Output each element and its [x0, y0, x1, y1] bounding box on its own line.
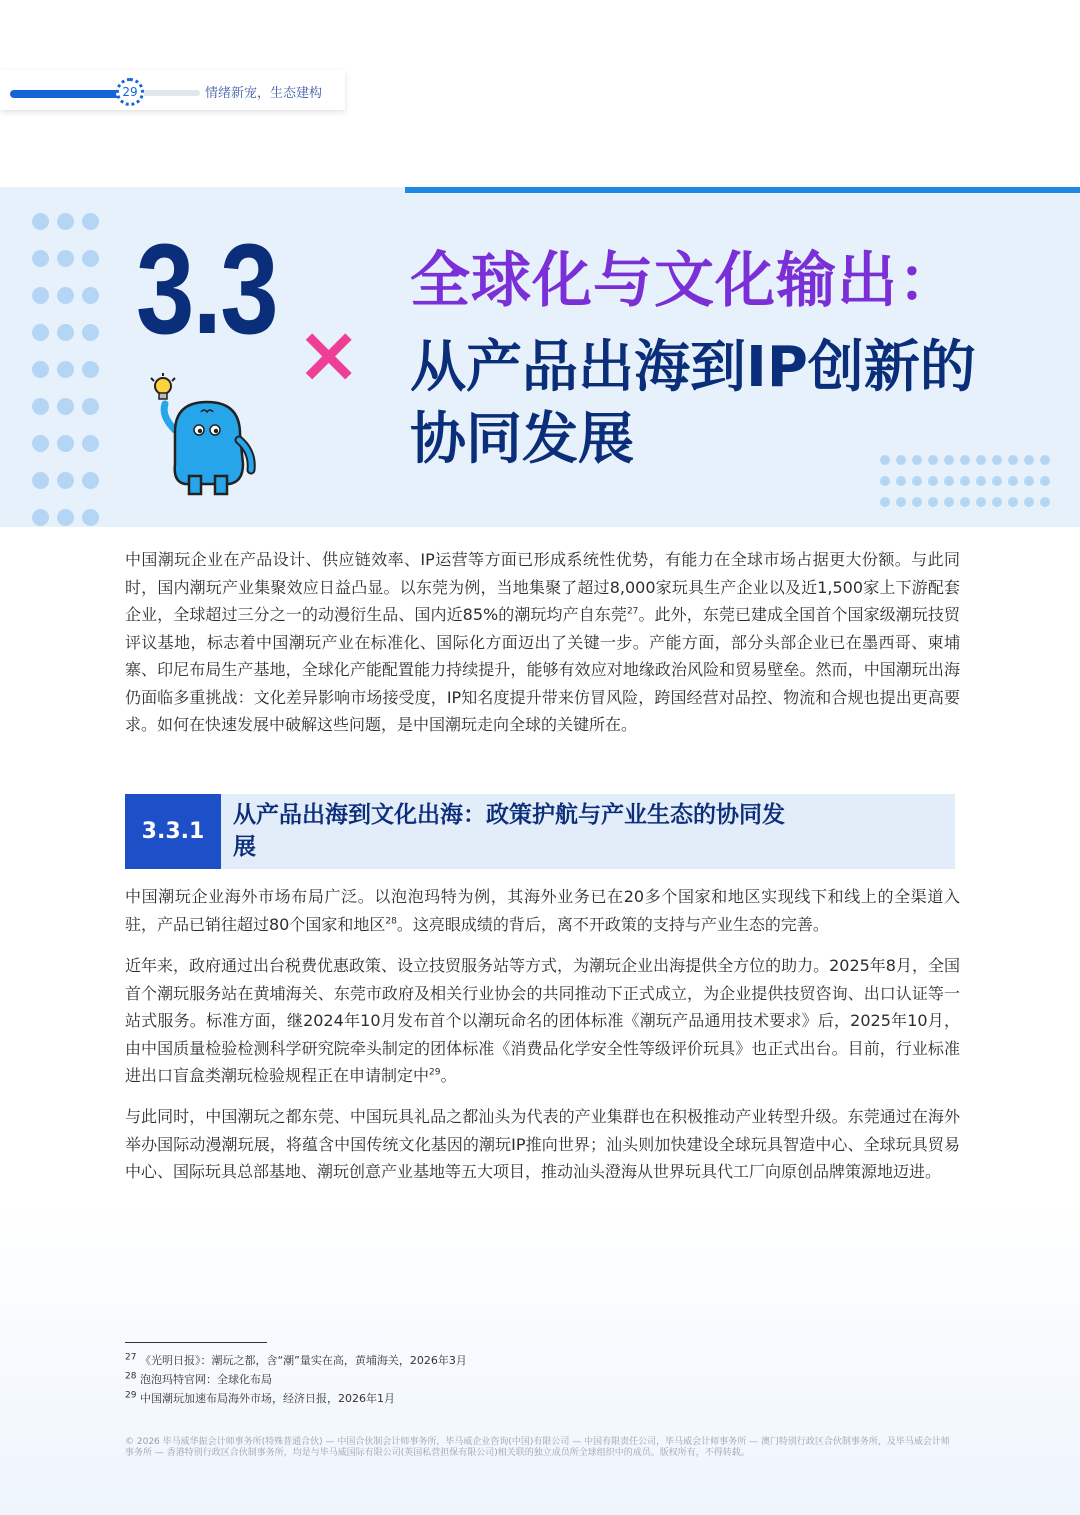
- intro-paragraph: 中国潮玩企业在产品设计、供应链效率、IP运营等方面已形成系统性优势，有能力在全球市场占据更大份额。与此同时，国内潮玩产业集聚效应日益凸显。以东莞为例，当地集聚了超过8,000家玩具生产企业以及近1,500家上下游配套企业，全球超过三分之一的动漫衍生品、国内近85%的潮玩均产自东莞$^{27}$。此外，东莞已建成全国首个国家级潮玩技贸评议基地，标志着中国潮玩产业在标准化、国际化方面迈出了关键一步。产能方面，部分头部企业已在墨西哥、柬埔寨、印尼布局生产基地，全球化产能配置能力持续提升，能够有效应对地缘政治风险和贸易壁垒。然而，中国潮玩出海仍面临多重挑战：文化差异影响市场接受度，IP知名度提升带来仿冒风险，跨国经营对品控、物流和合规也提出更高要求。如何在快速发展中破解这些问题，是中国潮玩走向全球的关键所在。: [125, 550, 960, 734]
- mascot-icon: [145, 372, 263, 496]
- body-paragraph-3: 与此同时，中国潮玩之都东莞、中国玩具礼品之都汕头为代表的产业集群也在积极推动产业转型升级。东莞通过在海外举办国际动漫潮玩展，将蕴含中国传统文化基因的潮玩IP推向世界；汕头则加快建设全球玩具智造中心、全球玩具贸易中心、国际玩具总部基地、潮玩创意产业基地等五大项目，推动汕头澄海从世界玩具代工厂向原创品牌策源地迈进。: [125, 1107, 960, 1181]
- footnote-divider: [125, 1342, 267, 1343]
- footnote: $^{28}$ 泡泡玛特官网：全球化布局: [125, 1371, 272, 1386]
- copyright-notice: © 2026 毕马威华振会计师事务所(特殊普通合伙) — 中国合伙制会计师事务所，毕马威企业咨询(中国)有限公司 — 中国有限责任公司，毕马威会计师事务所 — 澳门特别行政区合伙制事务所，及毕马威会计师事务所 — 香港特别行政区合伙制事务所，均是与毕马威国际有限公司(英国私营担保有限公司)相关联的独立成员所全球组织中的成员。版权所有，不得转载。: [125, 1437, 950, 1458]
- body-paragraph-2: 近年来，政府通过出台税费优惠政策、设立技贸服务站等方式，为潮玩企业出海提供全方位的助力。2025年8月，全国首个潮玩服务站在黄埔海关、东莞市政府及相关行业协会的共同推动下正式成立，为企业提供技贸咨询、出口认证等一站式服务。标准方面，继2024年10月发布首个以潮玩命名的团体标准《潮玩产品通用技术要求》后，2025年10月，由中国质量检验检测科学研究院牵头制定的团体标准《消费品化学安全性等级评价玩具》也正式出台。目前，行业标准进出口盲盒类潮玩检验规程正在申请制定中$^{29}$。: [125, 956, 960, 1085]
- subsection-title: 从产品出海到文化出海：政策护航与产业生态的协同发展: [233, 802, 785, 860]
- header-progress-bar: [10, 90, 122, 98]
- body-paragraph-1: 中国潮玩企业海外市场布局广泛。以泡泡玛特为例，其海外业务已在20多个国家和地区实现线下和线上的全渠道入驻，产品已销往超过80个国家和地区$^{28}$。这亮眼成绩的背后，离不开政策的支持与产业生态的完善。: [125, 887, 960, 934]
- page-header: [0, 70, 345, 110]
- footnote: $^{29}$ 中国潮玩加速布局海外市场，经济日报，2026年1月: [125, 1390, 395, 1405]
- page-number: 29: [116, 78, 144, 106]
- hero-accent-line: [405, 187, 1080, 193]
- footnote: $^{27}$ 《光明日报》：潮玩之都，含“潮”量实在高，黄埔海关，2026年3月: [125, 1352, 467, 1367]
- header-section-title: 情绪新宠，生态建构: [205, 86, 323, 101]
- section-number: 3.3: [136, 218, 277, 361]
- cross-icon: ×: [296, 310, 362, 400]
- header-track: [140, 90, 200, 96]
- decorative-dots-left: [28, 213, 108, 546]
- hero-title-line2: 从产品出海到IP创新的协同发展: [410, 335, 976, 472]
- subsection-number: 3.3.1: [125, 794, 221, 869]
- hero-title-line1: 全球化与文化输出：: [410, 246, 959, 316]
